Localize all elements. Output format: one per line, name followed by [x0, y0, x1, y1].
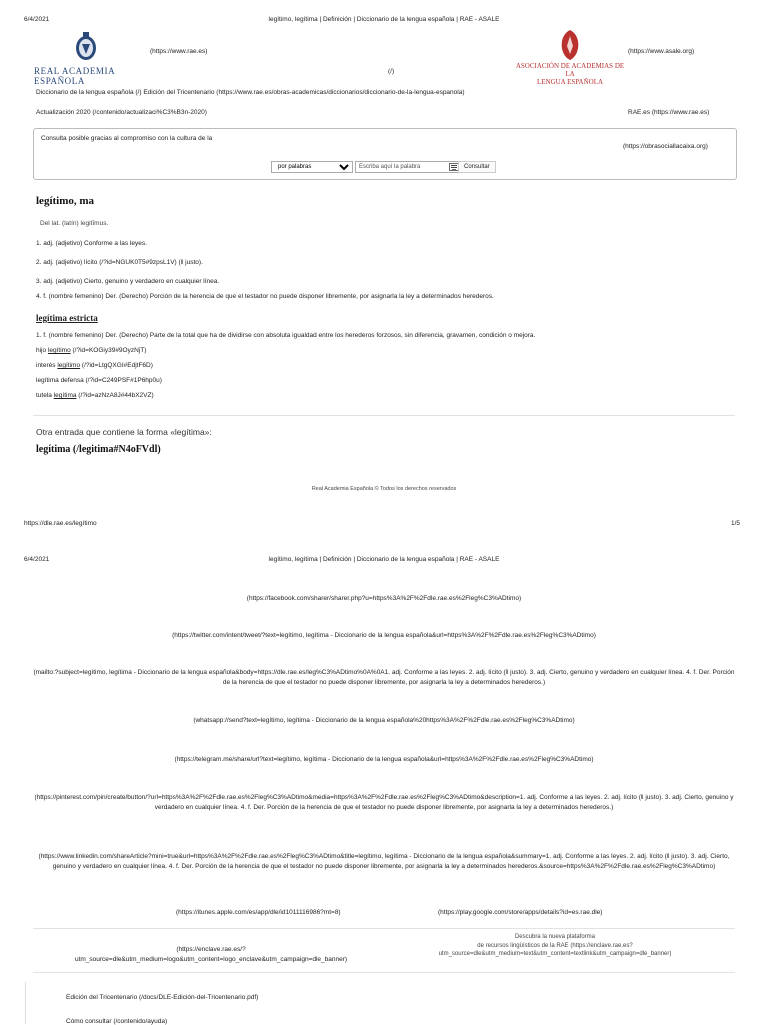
search-mode-select[interactable] — [271, 161, 353, 173]
sub-sense: 1. f. (nombre femenino) Der. (Derecho) Parte de la total que ha de dividirse con absoluta igualdad entre los herederos forzosos, sin diferencia, gravamen, condición o mejora. — [36, 332, 536, 339]
rae-link[interactable]: (https://www.rae.es) — [150, 48, 208, 55]
form-word: legítima — [53, 392, 77, 399]
enclave-logo-link[interactable] — [36, 945, 386, 965]
sense-4: 4. f. (nombre femenino) Der. (Derecho) Porción de la herencia de que el testador no puede disponer libremente, por asignarla la ley a determinados herederos. — [36, 293, 494, 300]
other-entry-link[interactable]: legítima (/legitima#N4oFVdl) — [36, 444, 161, 455]
divider-bottom-enclave — [33, 972, 735, 973]
asale-name-line-1: ASOCIACIÓN DE ACADEMIAS DE LA — [515, 62, 625, 78]
share-telegram-link[interactable]: (https://telegram.me/share/url?text=legítimo, legítima - Diccionario de la lengua española&url=https%3A%2F%2Fdle.rae.es%2Fleg%C3%ADtimo) — [174, 756, 594, 763]
search-box — [33, 128, 737, 180]
sense-1: 1. adj. (adjetivo) Conforme a las leyes. — [36, 240, 147, 247]
itunes-link[interactable]: (https://itunes.apple.com/es/app/dle/id1011116986?mt=8) — [176, 909, 341, 916]
form-pre: hijo — [36, 347, 48, 354]
copyright: Real Academia Española © Todos los derechos reservados — [311, 486, 457, 492]
consult-button[interactable]: Consultar — [458, 161, 496, 173]
rae-name: REAL ACADEMIA ESPAÑOLA — [34, 66, 115, 86]
search-mode-dropdown[interactable] — [271, 161, 353, 173]
enclave-logo-link-line-2: utm_source=dle&utm_medium=logo&utm_content=logo_enclave&utm_campaign=dle_banner) — [74, 956, 348, 963]
footer-page: 1/5 — [731, 520, 741, 527]
form-pre: tutela — [36, 392, 54, 399]
enclave-promo-line-2: de recursos lingüísticos de la RAE (https://enclave.rae.es? — [477, 942, 633, 949]
asale-emblem-icon — [556, 28, 584, 62]
form-post: (/?id=KOGiy39#9OyzNjT) — [70, 347, 147, 354]
help-link[interactable]: Cómo consultar (/contenido/ayuda) — [66, 1018, 168, 1025]
other-entry-label: Otra entrada que contiene la forma «legítima»: — [36, 427, 212, 437]
asale-link[interactable]: (https://www.asale.org) — [628, 48, 695, 55]
rae-seal-icon — [74, 30, 98, 64]
print-title: legítimo, legítima | Definición | Diccionario de la lengua española | RAE - ASALE — [268, 16, 500, 23]
form-hijo-legitimo[interactable] — [36, 347, 146, 354]
share-pinterest-link[interactable]: (https://pinterest.com/pin/create/button/?url=https%3A%2F%2Fdle.rae.es%2Fleg%C3%ADtimo&media=https%3A%2F%2Fdle.rae.es%2Fleg%C3%ADtimo&description=1. adj. Conforme a las leyes. 2. adj. lícito (‖ justo). 3. adj. Cierto, genuino y verdadero en cualquier línea. 4. f. Der. Porción de la herencia de que el testador no puede disponer libremente, por asignarla la ley a determinados herederos.) — [34, 794, 734, 811]
form-legitima-defensa[interactable] — [36, 377, 162, 384]
google-play-link[interactable]: (https://play.google.com/store/apps/details?id=es.rae.dle) — [438, 909, 603, 916]
entry-lemma: legítimo, ma — [36, 195, 95, 207]
asale-logo[interactable] — [512, 28, 628, 86]
form-tutela-legitima[interactable] — [36, 392, 154, 399]
search-input[interactable] — [355, 161, 463, 173]
sense-3: 3. adj. (adjetivo) Cierto, genuino y verdadero en cualquier línea. — [36, 278, 220, 285]
footer-url: https://dle.rae.es/legítimo — [24, 520, 97, 527]
form-word: legítimo — [47, 347, 71, 354]
sub-lemma[interactable]: legítima estricta — [36, 313, 98, 323]
enclave-promo-line-3: utm_source=dle&utm_medium=text&utm_content=textlink&utm_campaign=dle_banner) — [438, 951, 672, 957]
share-twitter-link[interactable]: (https://twitter.com/intent/tweet/?text=legítimo, legítima - Diccionario de la lengua española&url=https%3A%2F%2Fdle.rae.es%2Fleg%C3%ADtimo) — [172, 632, 596, 639]
menu-left-border — [25, 982, 26, 1024]
search-placeholder: Escriba aquí la palabra — [359, 164, 421, 170]
print-title-2: legítimo, legítima | Definición | Diccionario de la lengua española | RAE - ASALE — [268, 556, 500, 563]
rae-es-link[interactable]: RAE.es (https://www.rae.es) — [628, 109, 710, 116]
enclave-promo[interactable] — [400, 933, 710, 959]
share-whatsapp-link[interactable]: (whatsapp://send?text=legítimo, legítima - Diccionario de la lengua española%20https%3A%2F%2Fdle.rae.es%2Fleg%C3%ADtimo) — [193, 717, 575, 724]
share-email-link[interactable]: (mailto:?subject=legítimo, legítima - Diccionario de la lengua española&body=https://dle.rae.es/leg%C3%ADtimo%0A%0A1. adj. Conforme a las leyes. 2. adj. lícito (‖ justo). 3. adj. Cierto, genuino y verdadero en cualquier línea. 4. f. Der. Porción de la herencia de que el testador no puede disponer libremente, por asignarla la ley a determinados herederos.) — [33, 669, 735, 686]
share-facebook-link[interactable]: (https://facebook.com/sharer/sharer.php?u=https%3A%2F%2Fdle.rae.es%2Fleg%C3%ADtimo) — [246, 595, 522, 602]
divider — [33, 415, 735, 416]
consult-text: Consulta posible gracias al compromiso con la cultura de la — [41, 135, 213, 142]
print-date: 6/4/2021 — [24, 16, 50, 23]
enclave-logo-link-line-1: (https://enclave.rae.es/? — [176, 946, 246, 953]
update-link[interactable]: Actualización 2020 (/contenido/actualizaci%C3%B3n-2020) — [36, 109, 207, 116]
caixa-link[interactable]: (https://obrasociallacaixa.org) — [623, 143, 708, 150]
form-word: legítimo — [57, 362, 81, 369]
nav-line[interactable]: Diccionario de la lengua española (/) Edición del Tricentenario (https://www.rae.es/obras-academicas/diccionarios/diccionario-de-la-lengua-espanola) — [36, 89, 465, 96]
asale-name-line-2: LENGUA ESPAÑOLA — [536, 78, 604, 86]
form-pre: legítima defensa (/?id=C249PSF#1P6hp0u) — [36, 377, 162, 384]
divider-top-enclave — [33, 928, 735, 929]
form-interes-legitimo[interactable] — [36, 362, 153, 369]
form-post: (/?id=azNzA8J#44bX2VZ) — [76, 392, 154, 399]
etymology: Del lat. (latín) legitĭmus. — [40, 220, 109, 227]
enclave-promo-line-1: Descubra la nueva plataforma — [514, 934, 596, 940]
print-date-2: 6/4/2021 — [24, 556, 50, 563]
home-link[interactable]: (/) — [388, 68, 395, 75]
share-linkedin-link[interactable]: (https://www.linkedin.com/shareArticle?mini=true&url=https%3A%2F%2Fdle.rae.es%2Fleg%C3%ADtimo&title=legítimo, legítima - Diccionario de la lengua española&summary=1. adj. Conforme a las leyes. 2. adj. lícito (‖ justo). 3. adj. Cierto, genuino y verdadero en cualquier línea. 4. f. Der. Porción de la herencia de que el testador no puede disponer libremente, por asignarla la ley a determinados herederos.&source=https%3A%2F%2Fdle.rae.es%2Fleg%C3%ADtimo) — [38, 853, 730, 870]
rae-logo[interactable] — [34, 30, 164, 86]
form-post: (/?id=LtgQXGI#EdjtF6D) — [80, 362, 153, 369]
tricentenario-link[interactable]: Edición del Tricentenario (/docs/DLE-Edición-del-Tricentenario.pdf) — [66, 994, 259, 1001]
form-pre: interés — [36, 362, 58, 369]
sense-2[interactable]: 2. adj. (adjetivo) lícito (/?id=NGUK0T5#9zpsL1V) (‖ justo). — [36, 259, 203, 266]
